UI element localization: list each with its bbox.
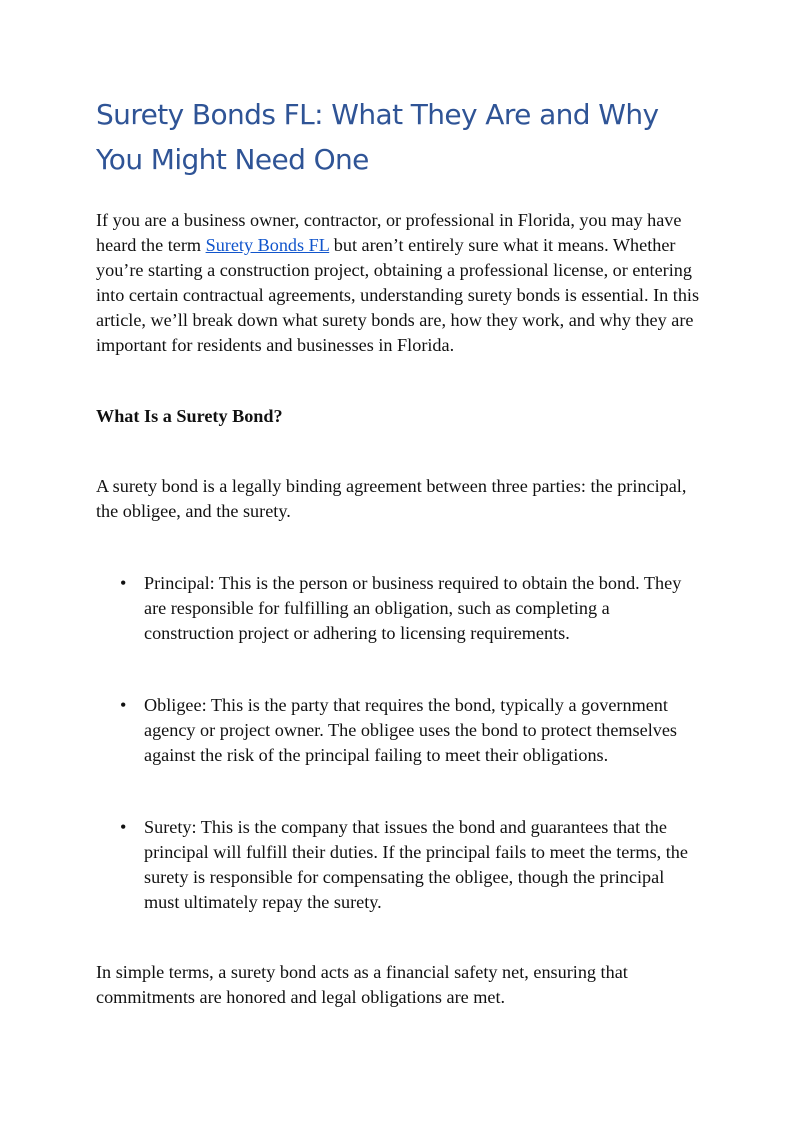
- summary-paragraph: In simple terms, a surety bond acts as a financial safety net, ensuring that commitments are honored and legal obligations are met.: [96, 962, 628, 1007]
- intro-text-after-link: but aren’t entirely sure what it means. Whether you’re starting a construction project, obtaining a professional license, or entering into certain contractual agreements, understanding surety bonds is essential. In this article, we’ll break down what surety bonds are, how they work, and why they are important for residents and businesses in Florida.: [96, 235, 700, 355]
- list-item-text: Obligee: This is the party that requires the bond, typically a government agency or project owner. The obligee uses the bond to protect themselves against the risk of the principal failing to meet their obligations.: [144, 695, 678, 765]
- bullet-icon: •: [120, 695, 127, 715]
- definition-paragraph: A surety bond is a legally binding agreement between three parties: the principal, the obligee, and the surety.: [96, 476, 687, 521]
- list-item-text: Principal: This is the person or business required to obtain the bond. They are responsible for fulfilling an obligation, such as completing a construction project or adhering to licensing requirements.: [144, 573, 682, 643]
- bullet-icon: •: [120, 817, 127, 837]
- parties-list: [96, 571, 702, 915]
- page-title: Surety Bonds FL: What They Are and Why You Might Need One: [96, 98, 659, 176]
- list-item-text: Surety: This is the company that issues the bond and guarantees that the principal will fulfill their duties. If the principal fails to meet the terms, the surety is responsible for compensating the obligee, though the principal must ultimately repay the surety.: [144, 817, 688, 912]
- intro-paragraph: [96, 208, 702, 358]
- bullet-icon: •: [120, 573, 127, 593]
- list-item-principal: [96, 571, 702, 646]
- document-page: [96, 92, 702, 1010]
- section-heading: What Is a Surety Bond?: [96, 406, 283, 426]
- list-item-surety: [96, 815, 702, 915]
- surety-bonds-fl-link[interactable]: Surety Bonds FL: [205, 235, 330, 255]
- intro-text-before-link: If you are a business owner, contractor, or professional in Florida, you may have heard the term: [96, 210, 682, 255]
- list-item-obligee: [96, 693, 702, 768]
